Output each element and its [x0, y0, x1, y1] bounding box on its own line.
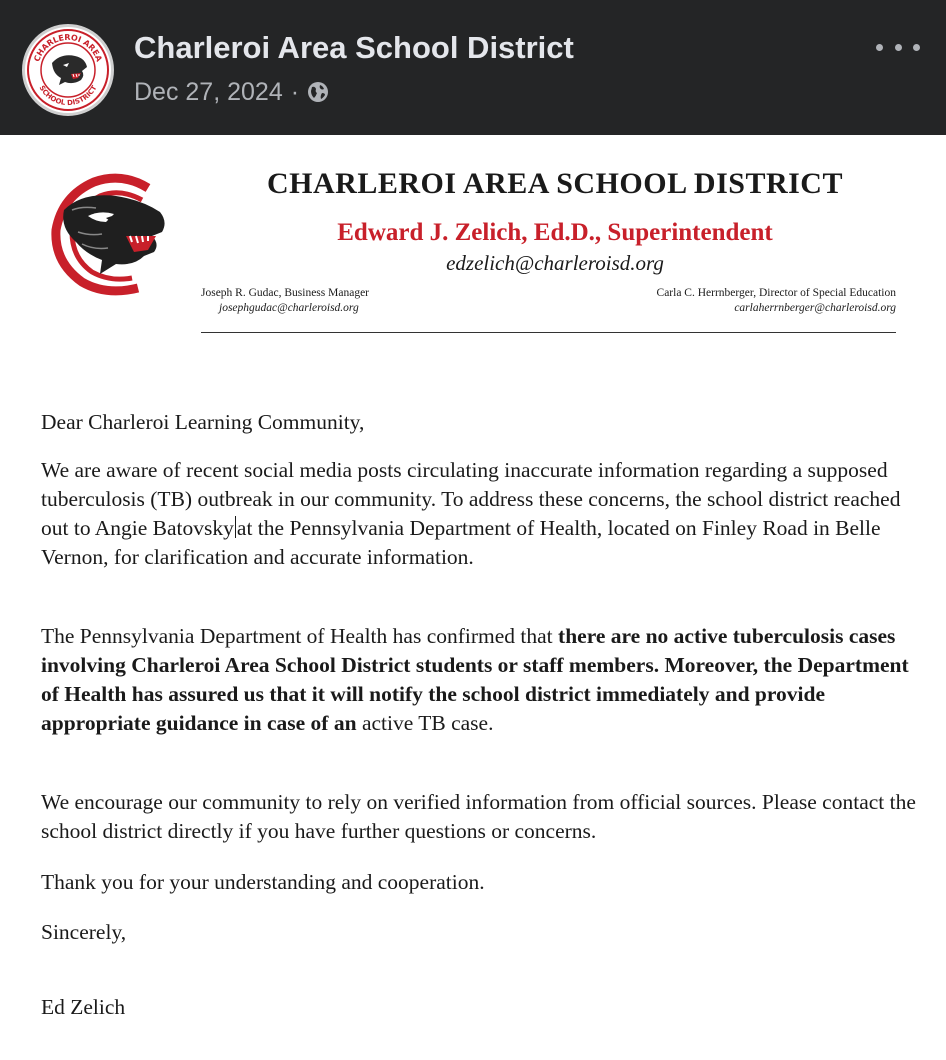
- right-staff-email: carlaherrnberger@charleroisd.org: [734, 302, 896, 314]
- district-cougar-logo-icon: [42, 170, 174, 298]
- p1-text-end: at the Pennsylvania Department of Health, located on Finley Road in Belle Vernon, for clarification and accurate information.: [41, 516, 881, 569]
- left-staff-name: Joseph R. Gudac, Business Manager: [201, 287, 370, 299]
- globe-icon[interactable]: [307, 81, 329, 103]
- page-avatar[interactable]: [22, 24, 114, 116]
- p2-text-start: The Pennsylvania Department of Health has confirmed that: [41, 624, 559, 648]
- cougar-logo-icon: [25, 27, 111, 113]
- letterhead-left-staff: [201, 286, 461, 316]
- letter-greeting: Dear Charleroi Learning Community,: [41, 410, 365, 434]
- letterhead-superintendent-email: edzelich@charleroisd.org: [446, 251, 664, 275]
- page-name[interactable]: Charleroi Area School District: [134, 30, 574, 65]
- letter-closing: Sincerely,: [41, 920, 127, 944]
- avatar-ring-top-text: CHARLEROI AREA: [32, 32, 104, 63]
- p2-bold-text: there are no active tuberculosis cases involving Charleroi Area School District students or staff members. Moreover, the Department of Health has assured us that it will notify the school district immediately and provide appropriate guidance in case of an: [41, 624, 909, 735]
- p1-text-start: We are aware of recent social media posts circulating inaccurate information regarding a supposed tuberculosis (TB) outbreak in our community. To address these concerns, the school district reached out to Angie Batovsky: [41, 458, 901, 540]
- meta-separator: ·: [290, 78, 300, 106]
- post-date[interactable]: Dec 27, 2024: [134, 78, 283, 106]
- right-staff-name: Carla C. Herrnberger, Director of Special Education: [656, 287, 896, 299]
- text-cursor: [235, 516, 236, 538]
- letterhead-district-name: CHARLEROI AREA SCHOOL DISTRICT: [267, 167, 843, 200]
- more-options-icon[interactable]: [876, 34, 920, 60]
- dot: [876, 44, 883, 51]
- post-meta: [134, 76, 329, 108]
- dot: [895, 44, 902, 51]
- dot: [913, 44, 920, 51]
- avatar-ring-bottom-text: SCHOOL DISTRICT: [37, 84, 99, 108]
- letterhead-right-staff: [560, 286, 896, 316]
- post-header: [0, 0, 946, 135]
- p2-text-end: active TB case.: [356, 711, 494, 735]
- letterhead-superintendent: Edward J. Zelich, Ed.D., Superintendent: [337, 219, 773, 246]
- letter-paragraph-3: We encourage our community to rely on verified information from official sources. Please contact the school district directly if you have further questions or concerns.: [41, 790, 916, 843]
- letter-paragraph-1: [41, 456, 921, 572]
- letter-signature: Ed Zelich: [41, 995, 126, 1019]
- letterhead-divider: [201, 332, 896, 333]
- left-staff-email: josephgudac@charleroisd.org: [219, 302, 359, 314]
- letter-paragraph-2: [41, 622, 921, 738]
- letter-paragraph-4: Thank you for your understanding and cooperation.: [41, 870, 485, 894]
